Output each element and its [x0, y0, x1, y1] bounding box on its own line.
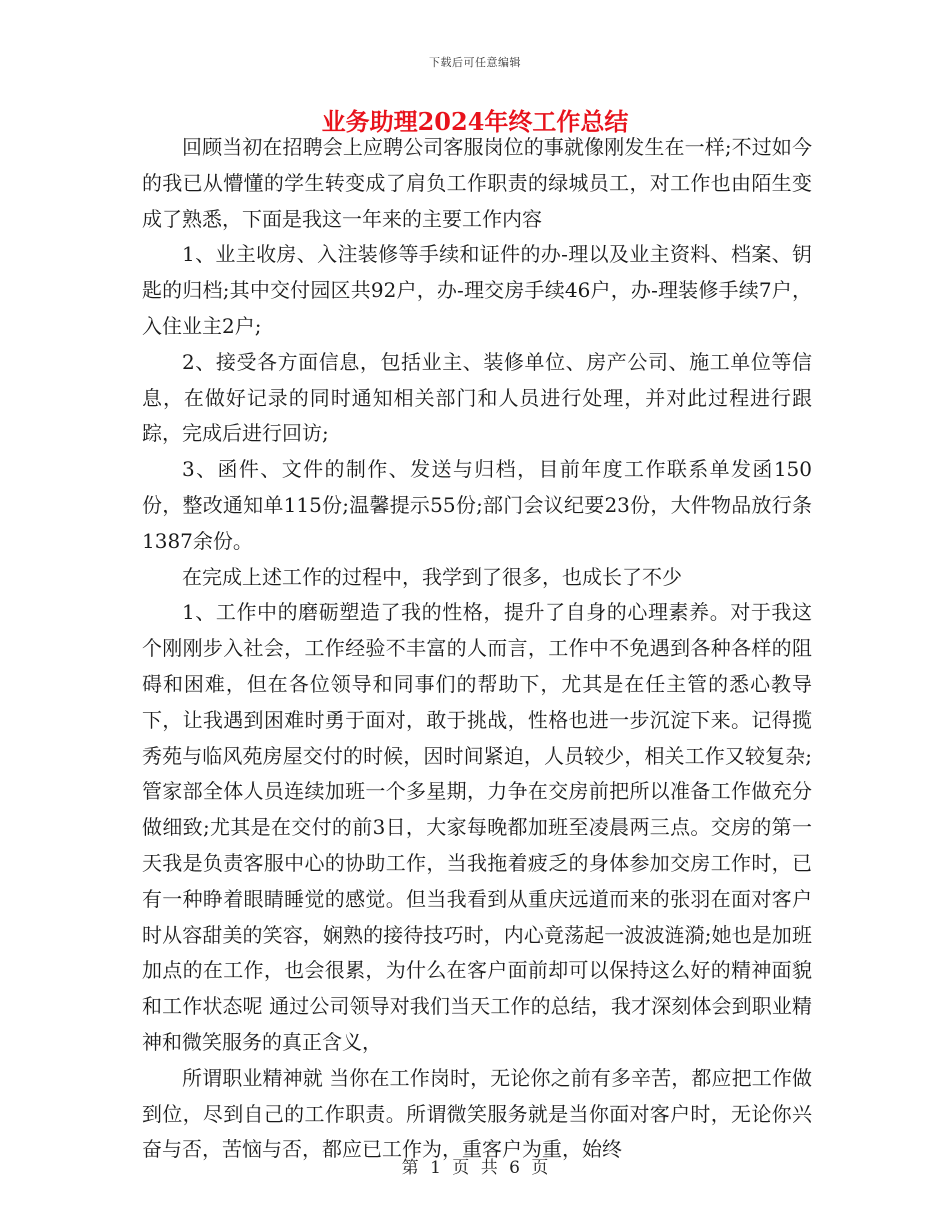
paragraph-item-1: 1、业主收房、入注装修等手续和证件的办-理以及业主资料、档案、钥匙的归档;其中交付园区共92户，办-理交房手续46户，办-理装修手续7户，入住业主2户;	[142, 242, 812, 338]
paragraph-intro: 回顾当初在招聘会上应聘公司客服岗位的事就像刚发生在一样;不过如今的我已从懵懂的学生转变成了肩负工作职责的绿城员工，对工作也由陌生变成了熟悉，下面是我这一年来的主要工作内容	[142, 135, 812, 231]
page-number: 第 1 页 共 6 页	[401, 1158, 549, 1178]
paragraph-professionalism: 所谓职业精神就 当你在工作岗时，无论你之前有多辛苦，都应把工作做到位，尽到自己的工作职责。所谓微笑服务就是当你面对客户时，无论你兴奋与否，苦恼与否，都应已工作为，重客户为重，始终	[142, 1065, 812, 1162]
document-title: 业务助理2024年终工作总结	[321, 107, 629, 136]
paragraph-item-3: 3、函件、文件的制作、发送与归档，目前年度工作联系单发函150份，整改通知单115份;温馨提示55份;部门会议纪要23份，大件物品放行条1387余份。	[142, 457, 812, 553]
header-note: 下载后可任意编辑	[429, 56, 521, 69]
paragraph-growth-1: 1、工作中的磨砺塑造了我的性格，提升了自身的心理素养。对于我这个刚刚步入社会，工作经验不丰富的人而言，工作中不免遇到各种各样的阻碍和困难，但在各位领导和同事们的帮助下，尤其是在任主管的悉心教导下，让我遇到困难时勇于面对，敢于挑战，性格也进一步沉淀下来。记得揽秀苑与临风苑房屋交付的时候，因时间紧迫，人员较少，相关工作又较复杂;管家部全体人员连续加班一个多星期，力争在交房前把所以准备工作做充分做细致;尤其是在交付的前3日，大家每晚都加班至凌晨两三点。交房的第一天我是负责客服中心的协助工作，当我拖着疲乏的身体参加交房工作时，已有一种睁着眼睛睡觉的感觉。但当我看到从重庆远道而来的张羽在面对客户时从容甜美的笑容，娴熟的接待技巧时，内心竟荡起一波波涟漪;她也是加班加点的在工作，也会很累，为什么在客户面前却可以保持这么好的精神面貌和工作状态呢 通过公司领导对我们当天工作的总结，我才深刻体会到职业精神和微笑服务的真正含义，	[142, 600, 812, 1054]
paragraph-transition: 在完成上述工作的过程中，我学到了很多，也成长了不少	[182, 564, 682, 589]
document-body	[142, 130, 812, 1168]
paragraph-item-2: 2、接受各方面信息，包括业主、装修单位、房产公司、施工单位等信息，在做好记录的同时通知相关部门和人员进行处理，并对此过程进行跟踪，完成后进行回访;	[142, 349, 812, 446]
